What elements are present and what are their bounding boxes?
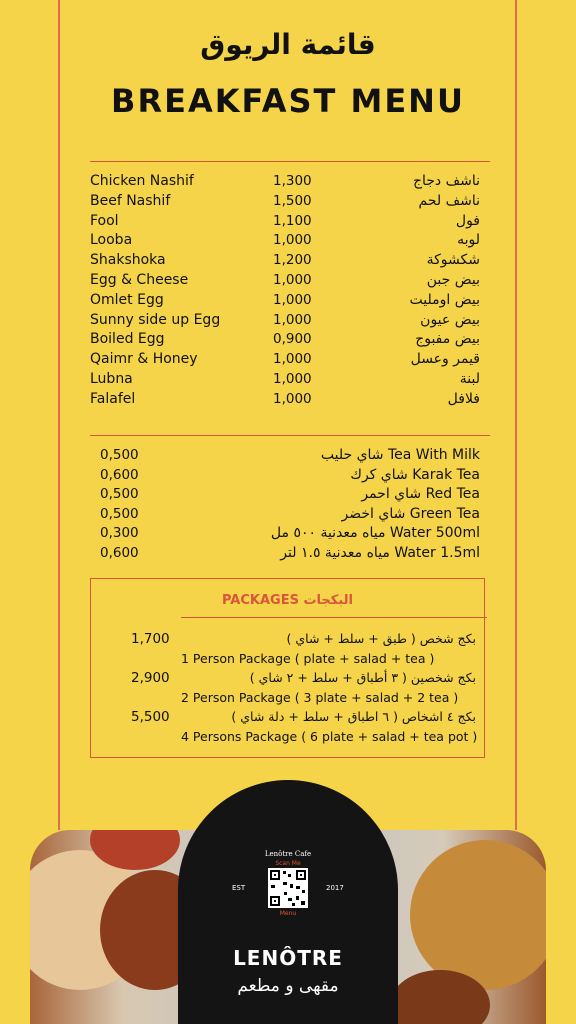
qr-code-icon[interactable] (268, 868, 308, 908)
menu-item (90, 331, 480, 351)
package-name-en: 4 Persons Package ( 6 plate + salad + tea pot ) (181, 729, 478, 744)
package-name-ar: بكج ٤ اشخاص ( ٦ اطباق + سلط + دلة شاي ) (231, 709, 476, 724)
scan-me-label: Scan Me (275, 860, 301, 867)
item-price: 0,900 (273, 331, 312, 348)
item-name-ar: بيض عيون (420, 311, 480, 328)
item-name-ar: بيض جبن (426, 271, 480, 288)
drink-item (100, 525, 480, 545)
menu-item (90, 312, 480, 332)
drink-name: شاي كرك Karak Tea (350, 466, 480, 483)
drink-item (100, 447, 480, 467)
divider-top (90, 161, 490, 162)
package-price: 2,900 (131, 670, 170, 686)
item-name-ar: فول (455, 212, 480, 229)
item-price: 1,300 (273, 173, 312, 189)
item-price: 1,000 (273, 390, 312, 407)
item-price: 1,200 (273, 252, 312, 269)
title-english: BREAKFAST MENU (111, 82, 465, 120)
item-price: 1,100 (273, 212, 312, 229)
item-name-en: Qaimr & Honey (90, 351, 198, 368)
cafe-name: Lenôtre Cafe (264, 850, 312, 858)
item-name-ar: ناشف دجاج (412, 173, 480, 189)
package-name-en: 1 Person Package ( plate + salad + tea ) (181, 651, 435, 666)
item-name-en: Egg & Cheese (90, 271, 189, 288)
package-name-ar: بكج شخصين ( ٣ أطباق + سلط + ٢ شاي ) (249, 670, 476, 685)
menu-item (90, 272, 480, 292)
menu-item (90, 391, 480, 411)
est-year: 2017 (326, 884, 344, 892)
item-name-en: Omlet Egg (90, 291, 164, 308)
package-name-en: 2 Person Package ( 3 plate + salad + 2 tea ) (181, 690, 459, 705)
item-name-ar: فلافل (447, 390, 480, 407)
item-name-en: Shakshoka (90, 252, 166, 269)
drink-price: 0,500 (100, 505, 139, 522)
fool-pan-image (410, 840, 546, 990)
item-name-ar: شكشوكة (426, 252, 480, 269)
item-price: 1,000 (273, 271, 312, 288)
packages-box (90, 578, 485, 758)
drinks-list (100, 447, 480, 565)
drink-price: 0,500 (100, 447, 139, 463)
drink-price: 0,300 (100, 525, 139, 542)
item-price: 1,000 (273, 311, 312, 328)
menu-item (90, 351, 480, 371)
drink-name: شاي اخضر Green Tea (341, 505, 480, 522)
item-name-en: Boiled Egg (90, 331, 165, 348)
drink-name: شاي احمر Red Tea (361, 486, 480, 503)
item-name-en: Sunny side up Egg (90, 311, 221, 328)
item-name-ar: بيض اومليت (409, 291, 480, 308)
frame-line-right (515, 0, 517, 830)
est-label: EST (232, 884, 246, 892)
menu-item (90, 213, 480, 233)
menu-item (90, 173, 480, 193)
item-name-en: Beef Nashif (90, 192, 171, 209)
divider-middle (90, 435, 490, 436)
item-price: 1,000 (273, 370, 312, 387)
item-name-en: Fool (90, 212, 119, 229)
item-name-ar: لبنة (459, 370, 480, 387)
frame-line-left (58, 0, 60, 830)
brand-logo: LENÔTRE (233, 946, 343, 970)
item-name-ar: ناشف لحم (418, 192, 480, 209)
package-price: 5,500 (131, 709, 170, 725)
menu-item (90, 292, 480, 312)
title-arabic: قائمة الريوق (200, 28, 376, 61)
brand-arch (178, 780, 398, 1024)
package-price: 1,700 (131, 631, 170, 647)
drink-name: شاي حليب Tea With Milk (320, 447, 480, 463)
drink-price: 0,500 (100, 486, 139, 503)
item-price: 1,000 (273, 291, 312, 308)
item-price: 1,000 (273, 351, 312, 368)
brand-tagline-ar: مقهى و مطعم (237, 976, 339, 996)
food-menu-list (90, 173, 480, 411)
menu-item (90, 252, 480, 272)
menu-item (90, 371, 480, 391)
package-name-ar: بكج شخص ( طبق + سلط + شاي ) (286, 631, 476, 646)
menu-item (90, 193, 480, 213)
drink-price: 0,600 (100, 466, 139, 483)
item-price: 1,000 (273, 232, 312, 249)
item-name-en: Looba (90, 232, 133, 249)
drink-name: مياه معدنية ١.٥ لتر Water 1.5ml (280, 544, 480, 561)
item-name-ar: قيمر وعسل (410, 351, 480, 368)
item-name-ar: لوبه (457, 232, 480, 249)
item-name-en: Chicken Nashif (90, 173, 194, 189)
drink-item (100, 486, 480, 506)
drink-item (100, 545, 480, 565)
item-name-ar: بيض مفبوج (415, 331, 480, 348)
drink-item (100, 467, 480, 487)
item-name-en: Lubna (90, 370, 133, 387)
menu-label: Menu (279, 910, 297, 917)
drink-name: مياه معدنية ٥٠٠ مل Water 500ml (270, 525, 480, 542)
drink-item (100, 506, 480, 526)
drink-price: 0,600 (100, 544, 139, 561)
packages-title: PACKAGES البكجات (221, 593, 354, 608)
menu-item (90, 232, 480, 252)
item-price: 1,500 (273, 192, 312, 209)
item-name-en: Falafel (90, 390, 136, 407)
packages-divider (181, 617, 487, 618)
